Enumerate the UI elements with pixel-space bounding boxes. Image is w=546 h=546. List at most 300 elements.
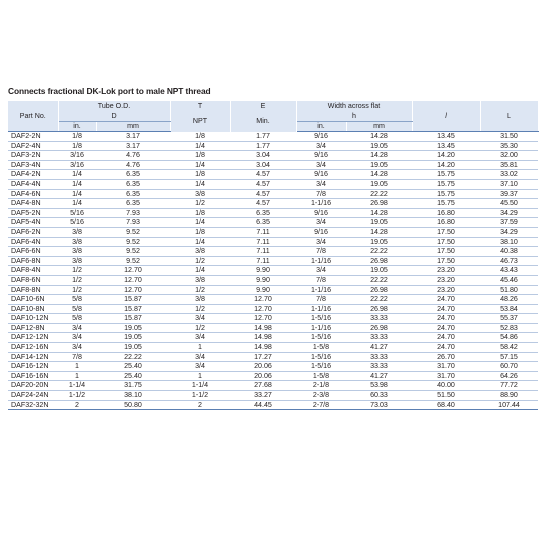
cell-tube-mm: 6.35	[96, 189, 170, 199]
header-npt: NPT	[170, 112, 230, 132]
cell-l-small: 15.75	[412, 199, 480, 209]
cell-t-npt: 3/4	[170, 333, 230, 343]
table-row	[8, 208, 538, 218]
cell-tube-mm: 15.87	[96, 304, 170, 314]
cell-l-big: 35.81	[480, 160, 538, 170]
cell-tube-mm: 19.05	[96, 343, 170, 353]
table-row	[8, 247, 538, 257]
cell-e-min: 7.11	[230, 256, 296, 266]
cell-t-npt: 1/4	[170, 160, 230, 170]
table-row	[8, 256, 538, 266]
table-title: Connects fractional DK-Lok port to male NPT thread	[8, 86, 211, 96]
cell-l-small: 17.50	[412, 247, 480, 257]
cell-e-min: 9.90	[230, 285, 296, 295]
cell-tube-in: 1/4	[58, 179, 96, 189]
cell-tube-in: 1/2	[58, 275, 96, 285]
cell-h-in: 9/16	[296, 151, 346, 161]
cell-t-npt: 3/8	[170, 247, 230, 257]
cell-tube-in: 1/4	[58, 199, 96, 209]
cell-h-mm: 26.98	[346, 304, 412, 314]
cell-tube-in: 1-1/2	[58, 391, 96, 401]
cell-l-small: 15.75	[412, 179, 480, 189]
cell-tube-mm: 22.22	[96, 352, 170, 362]
cell-h-mm: 22.22	[346, 295, 412, 305]
cell-e-min: 4.57	[230, 170, 296, 180]
cell-e-min: 1.77	[230, 141, 296, 151]
cell-t-npt: 1/8	[170, 132, 230, 142]
header-t: T	[170, 101, 230, 112]
cell-h-in: 3/4	[296, 179, 346, 189]
table-row	[8, 391, 538, 401]
header-width-across-flat: Width across flat	[296, 101, 412, 112]
cell-t-npt: 3/8	[170, 275, 230, 285]
cell-e-min: 17.27	[230, 352, 296, 362]
cell-e-min: 7.11	[230, 247, 296, 257]
table-row	[8, 227, 538, 237]
cell-part-no: DAF4-2N	[8, 170, 58, 180]
cell-e-min: 7.11	[230, 237, 296, 247]
cell-l-small: 14.20	[412, 160, 480, 170]
cell-part-no: DAF14-12N	[8, 352, 58, 362]
cell-t-npt: 1-1/2	[170, 391, 230, 401]
cell-t-npt: 1/2	[170, 285, 230, 295]
cell-h-mm: 26.98	[346, 256, 412, 266]
cell-h-mm: 60.33	[346, 391, 412, 401]
cell-h-in: 1-1/16	[296, 304, 346, 314]
cell-tube-in: 5/8	[58, 314, 96, 324]
cell-t-npt: 3/4	[170, 314, 230, 324]
cell-l-big: 51.80	[480, 285, 538, 295]
cell-tube-in: 1/4	[58, 189, 96, 199]
cell-l-small: 14.20	[412, 151, 480, 161]
cell-l-small: 23.20	[412, 275, 480, 285]
table-row	[8, 141, 538, 151]
cell-h-mm: 33.33	[346, 314, 412, 324]
cell-h-in: 1-5/8	[296, 371, 346, 381]
cell-h-in: 9/16	[296, 170, 346, 180]
cell-tube-mm: 12.70	[96, 275, 170, 285]
cell-l-small: 16.80	[412, 208, 480, 218]
cell-t-npt: 1/4	[170, 237, 230, 247]
header-l-big: L	[480, 101, 538, 132]
cell-e-min: 33.27	[230, 391, 296, 401]
cell-part-no: DAF4-8N	[8, 199, 58, 209]
cell-h-mm: 22.22	[346, 189, 412, 199]
cell-e-min: 14.98	[230, 343, 296, 353]
table-row	[8, 371, 538, 381]
cell-t-npt: 1/8	[170, 151, 230, 161]
cell-l-small: 13.45	[412, 132, 480, 142]
cell-h-in: 7/8	[296, 247, 346, 257]
cell-tube-mm: 31.75	[96, 381, 170, 391]
cell-l-small: 17.50	[412, 227, 480, 237]
header-tube-mm: mm	[96, 122, 170, 132]
cell-l-big: 60.70	[480, 362, 538, 372]
cell-l-big: 45.50	[480, 199, 538, 209]
cell-tube-in: 1/8	[58, 132, 96, 142]
header-h: h	[296, 112, 412, 122]
cell-h-in: 3/4	[296, 237, 346, 247]
cell-h-mm: 33.33	[346, 362, 412, 372]
cell-l-small: 68.40	[412, 400, 480, 410]
cell-l-small: 40.00	[412, 381, 480, 391]
table-row	[8, 199, 538, 209]
table-row	[8, 266, 538, 276]
cell-h-mm: 33.33	[346, 333, 412, 343]
cell-t-npt: 1	[170, 343, 230, 353]
cell-t-npt: 3/4	[170, 352, 230, 362]
cell-tube-in: 3/4	[58, 333, 96, 343]
cell-tube-mm: 12.70	[96, 285, 170, 295]
cell-part-no: DAF8-6N	[8, 275, 58, 285]
cell-h-mm: 53.98	[346, 381, 412, 391]
cell-l-big: 107.44	[480, 400, 538, 410]
cell-tube-mm: 3.17	[96, 132, 170, 142]
cell-e-min: 44.45	[230, 400, 296, 410]
cell-t-npt: 3/8	[170, 189, 230, 199]
cell-l-big: 35.30	[480, 141, 538, 151]
cell-h-in: 7/8	[296, 275, 346, 285]
cell-tube-mm: 50.80	[96, 400, 170, 410]
cell-t-npt: 2	[170, 400, 230, 410]
table-row	[8, 160, 538, 170]
cell-tube-mm: 9.52	[96, 247, 170, 257]
cell-e-min: 12.70	[230, 295, 296, 305]
cell-h-mm: 14.28	[346, 208, 412, 218]
cell-h-in: 1-1/16	[296, 323, 346, 333]
cell-part-no: DAF6-6N	[8, 247, 58, 257]
cell-t-npt: 3/8	[170, 295, 230, 305]
cell-tube-mm: 25.40	[96, 362, 170, 372]
dimensions-table	[8, 101, 539, 410]
cell-l-small: 24.70	[412, 343, 480, 353]
table-row	[8, 304, 538, 314]
table-row	[8, 362, 538, 372]
table-row	[8, 132, 538, 142]
cell-tube-in: 3/4	[58, 323, 96, 333]
cell-e-min: 20.06	[230, 371, 296, 381]
table-row	[8, 323, 538, 333]
cell-part-no: DAF12-12N	[8, 333, 58, 343]
cell-part-no: DAF3-4N	[8, 160, 58, 170]
cell-tube-mm: 7.93	[96, 208, 170, 218]
cell-l-big: 40.38	[480, 247, 538, 257]
cell-l-small: 24.70	[412, 333, 480, 343]
cell-part-no: DAF5-2N	[8, 208, 58, 218]
cell-tube-mm: 9.52	[96, 256, 170, 266]
cell-h-in: 1-1/16	[296, 285, 346, 295]
table-row	[8, 314, 538, 324]
table-row	[8, 352, 538, 362]
cell-e-min: 3.04	[230, 160, 296, 170]
cell-l-small: 26.70	[412, 352, 480, 362]
cell-l-big: 88.90	[480, 391, 538, 401]
cell-part-no: DAF24-24N	[8, 391, 58, 401]
cell-h-in: 9/16	[296, 227, 346, 237]
cell-l-small: 23.20	[412, 285, 480, 295]
cell-h-in: 2-3/8	[296, 391, 346, 401]
cell-e-min: 14.98	[230, 323, 296, 333]
cell-h-in: 3/4	[296, 141, 346, 151]
cell-h-mm: 19.05	[346, 160, 412, 170]
cell-h-mm: 41.27	[346, 343, 412, 353]
cell-e-min: 12.70	[230, 314, 296, 324]
cell-l-big: 46.73	[480, 256, 538, 266]
cell-h-mm: 26.98	[346, 285, 412, 295]
cell-h-in: 3/4	[296, 218, 346, 228]
cell-h-in: 2-7/8	[296, 400, 346, 410]
cell-t-npt: 3/4	[170, 362, 230, 372]
cell-l-small: 24.70	[412, 323, 480, 333]
cell-h-mm: 14.28	[346, 132, 412, 142]
cell-tube-mm: 7.93	[96, 218, 170, 228]
cell-h-in: 2-1/8	[296, 381, 346, 391]
cell-h-mm: 73.03	[346, 400, 412, 410]
cell-t-npt: 1-1/4	[170, 381, 230, 391]
table-row	[8, 189, 538, 199]
cell-h-mm: 19.05	[346, 179, 412, 189]
cell-h-mm: 19.05	[346, 237, 412, 247]
cell-h-in: 1-1/16	[296, 256, 346, 266]
cell-t-npt: 1/2	[170, 199, 230, 209]
cell-t-npt: 1/4	[170, 179, 230, 189]
cell-t-npt: 1/8	[170, 170, 230, 180]
cell-l-big: 39.37	[480, 189, 538, 199]
cell-e-min: 9.90	[230, 275, 296, 285]
cell-l-big: 37.59	[480, 218, 538, 228]
cell-l-small: 16.80	[412, 218, 480, 228]
cell-l-big: 45.46	[480, 275, 538, 285]
cell-l-big: 58.42	[480, 343, 538, 353]
cell-l-small: 17.50	[412, 256, 480, 266]
cell-l-big: 52.83	[480, 323, 538, 333]
cell-l-small: 17.50	[412, 237, 480, 247]
cell-l-small: 15.75	[412, 189, 480, 199]
cell-h-mm: 26.98	[346, 323, 412, 333]
cell-h-mm: 41.27	[346, 371, 412, 381]
cell-part-no: DAF5-4N	[8, 218, 58, 228]
cell-e-min: 12.70	[230, 304, 296, 314]
cell-tube-mm: 4.76	[96, 160, 170, 170]
cell-l-small: 24.70	[412, 295, 480, 305]
cell-t-npt: 1/4	[170, 141, 230, 151]
cell-tube-mm: 19.05	[96, 323, 170, 333]
table-row	[8, 333, 538, 343]
cell-h-in: 1-1/16	[296, 199, 346, 209]
cell-h-mm: 14.28	[346, 170, 412, 180]
table-row	[8, 237, 538, 247]
cell-l-big: 54.86	[480, 333, 538, 343]
cell-tube-mm: 4.76	[96, 151, 170, 161]
cell-tube-mm: 9.52	[96, 237, 170, 247]
cell-e-min: 6.35	[230, 218, 296, 228]
cell-part-no: DAF4-4N	[8, 179, 58, 189]
cell-h-mm: 19.05	[346, 218, 412, 228]
cell-tube-in: 5/8	[58, 295, 96, 305]
cell-h-in: 9/16	[296, 132, 346, 142]
cell-part-no: DAF10-6N	[8, 295, 58, 305]
cell-tube-mm: 19.05	[96, 333, 170, 343]
cell-e-min: 7.11	[230, 227, 296, 237]
cell-t-npt: 1/2	[170, 256, 230, 266]
cell-tube-in: 3/16	[58, 151, 96, 161]
cell-part-no: DAF4-6N	[8, 189, 58, 199]
cell-h-mm: 19.05	[346, 141, 412, 151]
cell-tube-in: 5/16	[58, 208, 96, 218]
cell-tube-in: 1-1/4	[58, 381, 96, 391]
cell-e-min: 6.35	[230, 208, 296, 218]
cell-h-in: 1-5/16	[296, 333, 346, 343]
cell-l-big: 64.26	[480, 371, 538, 381]
cell-part-no: DAF6-4N	[8, 237, 58, 247]
table-row	[8, 285, 538, 295]
cell-t-npt: 1/4	[170, 266, 230, 276]
cell-h-mm: 14.28	[346, 151, 412, 161]
cell-tube-in: 1	[58, 362, 96, 372]
table-body	[8, 132, 538, 410]
table-row	[8, 170, 538, 180]
header-tube-od: Tube O.D.	[58, 101, 170, 112]
header-min: Min.	[230, 112, 296, 132]
cell-e-min: 4.57	[230, 189, 296, 199]
cell-l-big: 34.29	[480, 208, 538, 218]
header-h-in: in.	[296, 122, 346, 132]
cell-l-small: 15.75	[412, 170, 480, 180]
cell-h-mm: 26.98	[346, 199, 412, 209]
cell-tube-mm: 6.35	[96, 199, 170, 209]
cell-l-big: 53.84	[480, 304, 538, 314]
cell-tube-mm: 15.87	[96, 295, 170, 305]
cell-t-npt: 1/8	[170, 227, 230, 237]
cell-h-in: 9/16	[296, 208, 346, 218]
header-e: E	[230, 101, 296, 112]
cell-part-no: DAF6-8N	[8, 256, 58, 266]
cell-t-npt: 1/8	[170, 208, 230, 218]
cell-h-mm: 14.28	[346, 227, 412, 237]
cell-l-big: 57.15	[480, 352, 538, 362]
header-h-mm: mm	[346, 122, 412, 132]
cell-l-small: 24.70	[412, 304, 480, 314]
cell-l-small: 31.70	[412, 371, 480, 381]
table-row	[8, 343, 538, 353]
cell-h-in: 1-5/8	[296, 343, 346, 353]
cell-h-in: 3/4	[296, 160, 346, 170]
cell-l-big: 55.37	[480, 314, 538, 324]
cell-l-small: 23.20	[412, 266, 480, 276]
cell-part-no: DAF8-4N	[8, 266, 58, 276]
cell-t-npt: 1	[170, 371, 230, 381]
cell-h-in: 1-5/16	[296, 362, 346, 372]
cell-e-min: 20.06	[230, 362, 296, 372]
cell-h-mm: 19.05	[346, 266, 412, 276]
cell-tube-in: 5/8	[58, 304, 96, 314]
cell-l-small: 31.70	[412, 362, 480, 372]
cell-e-min: 14.98	[230, 333, 296, 343]
cell-tube-in: 3/8	[58, 256, 96, 266]
cell-tube-in: 3/8	[58, 247, 96, 257]
cell-tube-in: 1/4	[58, 170, 96, 180]
cell-t-npt: 1/2	[170, 323, 230, 333]
cell-l-small: 24.70	[412, 314, 480, 324]
header-tube-in: in.	[58, 122, 96, 132]
cell-tube-mm: 25.40	[96, 371, 170, 381]
cell-l-small: 13.45	[412, 141, 480, 151]
cell-e-min: 27.68	[230, 381, 296, 391]
table-row	[8, 218, 538, 228]
cell-part-no: DAF10-8N	[8, 304, 58, 314]
header-tube-od-symbol: D	[58, 112, 170, 122]
cell-part-no: DAF3-2N	[8, 151, 58, 161]
cell-tube-mm: 9.52	[96, 227, 170, 237]
cell-part-no: DAF32-32N	[8, 400, 58, 410]
header-part-no: Part No.	[8, 101, 58, 132]
cell-tube-in: 2	[58, 400, 96, 410]
cell-e-min: 3.04	[230, 151, 296, 161]
cell-e-min: 1.77	[230, 132, 296, 142]
cell-tube-mm: 3.17	[96, 141, 170, 151]
table-row	[8, 275, 538, 285]
cell-t-npt: 1/2	[170, 304, 230, 314]
cell-l-big: 37.10	[480, 179, 538, 189]
table-row	[8, 179, 538, 189]
header-l-small: l	[412, 101, 480, 132]
cell-tube-in: 1	[58, 371, 96, 381]
cell-tube-in: 3/8	[58, 227, 96, 237]
cell-part-no: DAF16-16N	[8, 371, 58, 381]
cell-h-in: 1-5/16	[296, 352, 346, 362]
cell-tube-mm: 6.35	[96, 179, 170, 189]
cell-h-in: 3/4	[296, 266, 346, 276]
cell-part-no: DAF6-2N	[8, 227, 58, 237]
cell-part-no: DAF8-8N	[8, 285, 58, 295]
cell-l-big: 31.50	[480, 132, 538, 142]
cell-l-big: 38.10	[480, 237, 538, 247]
table-row	[8, 400, 538, 410]
cell-part-no: DAF12-16N	[8, 343, 58, 353]
cell-part-no: DAF10-12N	[8, 314, 58, 324]
cell-tube-mm: 38.10	[96, 391, 170, 401]
table-row	[8, 381, 538, 391]
cell-part-no: DAF16-12N	[8, 362, 58, 372]
cell-l-small: 51.50	[412, 391, 480, 401]
table-row	[8, 151, 538, 161]
cell-tube-in: 1/2	[58, 285, 96, 295]
cell-tube-in: 3/16	[58, 160, 96, 170]
cell-l-big: 48.26	[480, 295, 538, 305]
cell-h-mm: 22.22	[346, 275, 412, 285]
cell-part-no: DAF20-20N	[8, 381, 58, 391]
cell-l-big: 33.02	[480, 170, 538, 180]
table-header	[8, 101, 538, 132]
cell-tube-mm: 6.35	[96, 170, 170, 180]
cell-l-big: 32.00	[480, 151, 538, 161]
cell-tube-in: 3/4	[58, 343, 96, 353]
cell-e-min: 4.57	[230, 199, 296, 209]
cell-tube-mm: 15.87	[96, 314, 170, 324]
cell-h-in: 7/8	[296, 189, 346, 199]
cell-part-no: DAF2-4N	[8, 141, 58, 151]
cell-tube-in: 5/16	[58, 218, 96, 228]
cell-l-big: 34.29	[480, 227, 538, 237]
cell-tube-in: 1/8	[58, 141, 96, 151]
cell-part-no: DAF12-8N	[8, 323, 58, 333]
cell-tube-in: 1/2	[58, 266, 96, 276]
cell-l-big: 43.43	[480, 266, 538, 276]
cell-h-in: 7/8	[296, 295, 346, 305]
table-row	[8, 295, 538, 305]
cell-tube-in: 3/8	[58, 237, 96, 247]
cell-tube-mm: 12.70	[96, 266, 170, 276]
